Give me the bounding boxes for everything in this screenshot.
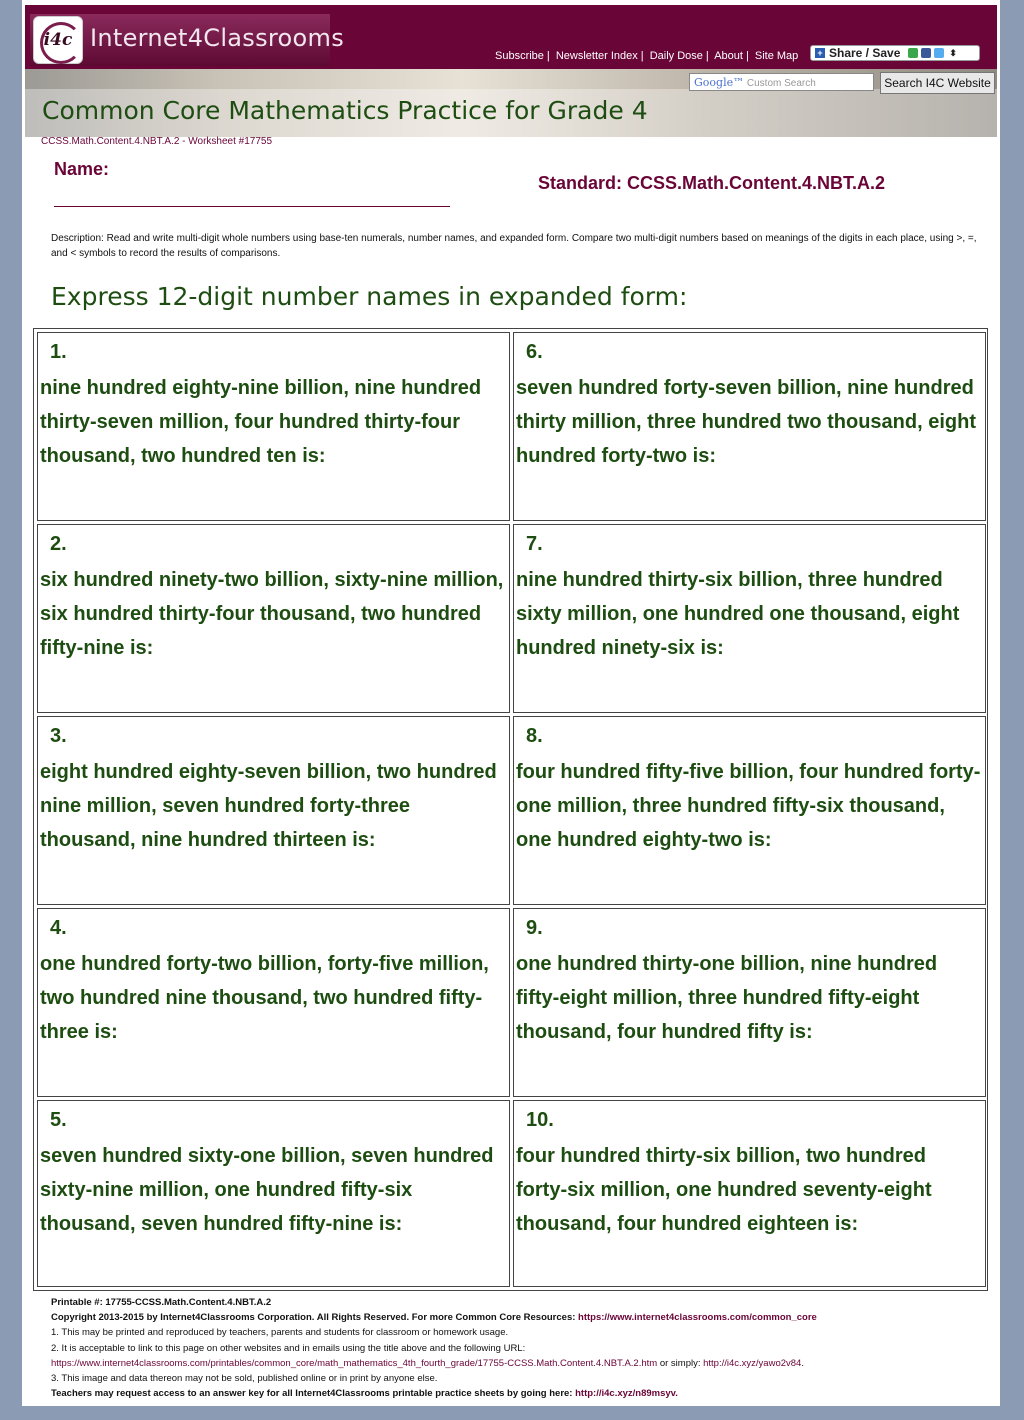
google-logo: Google™ <box>694 76 745 89</box>
top-nav: Subscribe | Newsletter Index | Daily Dose | About | Site Map <box>495 50 799 62</box>
nav-daily-dose[interactable]: Daily Dose <box>649 50 703 62</box>
answer-key-link[interactable]: http://i4c.xyz/n89msyv. <box>575 1388 678 1400</box>
logo-badge-text: i4c <box>43 30 73 50</box>
problem-text: eight hundred eighty-seven billion, two hundred nine million, seven hundred forty-three thousand, nine hundred thirteen is: <box>40 761 497 851</box>
printable-number: Printable #: 17755-CCSS.Math.Content.4.NBT.A.2 <box>51 1297 272 1308</box>
problem-number: 5. <box>50 1109 67 1131</box>
logo-badge <box>33 16 83 64</box>
problem-text: one hundred forty-two billion, forty-five million, two hundred nine thousand, two hundred fifty-three is: <box>40 953 489 1043</box>
share-label: Share / Save <box>829 46 901 60</box>
answer-key-text: Teachers may request access to an answer key for all Internet4Classrooms printable practice sheets by going here: <box>51 1388 573 1400</box>
problem-text: nine hundred thirty-six billion, three hundred sixty million, one hundred one thousand, eight hundred ninety-six is: <box>516 569 960 659</box>
email-share-icon <box>908 48 918 58</box>
answer-key-line <box>51 1386 991 1401</box>
worksheet-id: CCSS.Math.Content.4.NBT.A.2 - Worksheet #17755 <box>41 136 273 147</box>
problem-cell <box>37 332 510 521</box>
share-save-button[interactable] <box>810 45 980 61</box>
name-label: Name: <box>54 159 110 179</box>
url-line: https://www.internet4classrooms.com/printables/common_core/math_mathematics_4th_fourth_grade/17755-CCSS.Math.Content.4.NBT.A.2.htm or simply: http://i4c.xyz/yawo2v84. <box>51 1357 804 1369</box>
page-title: Common Core Mathematics Practice for Grade 4 <box>42 96 648 125</box>
footer <box>51 1295 991 1401</box>
problem-number: 8. <box>526 725 543 747</box>
problem-cell <box>37 908 510 1097</box>
problem-number: 3. <box>50 725 67 747</box>
search-button[interactable]: Search I4C Website <box>880 72 995 94</box>
problem-number: 10. <box>526 1109 554 1131</box>
nav-about[interactable]: About <box>714 50 743 62</box>
problem-text: seven hundred sixty-one billion, seven hundred sixty-nine million, one hundred fifty-six thousand, seven hundred fifty-nine is: <box>40 1145 494 1235</box>
usage-line-2: 2. It is acceptable to link to this page on other websites and in emails using the title above and the following URL: <box>51 1342 526 1354</box>
problem-text: nine hundred eighty-nine billion, nine hundred thirty-seven million, four hundred thirty-four thousand, two hundred ten is: <box>40 377 482 467</box>
name-line <box>54 206 450 207</box>
chevron-updown-icon: ⬍ <box>949 47 957 58</box>
instructions: Express 12-digit number names in expanded form: <box>51 282 688 311</box>
problem-cell <box>513 1100 986 1287</box>
worksheet-url-link[interactable]: https://www.internet4classrooms.com/printables/common_core/math_mathematics_4th_fourth_grade/17755-CCSS.Math.Content.4.NBT.A.2.htm <box>51 1357 658 1369</box>
logo-ring-icon <box>40 22 82 64</box>
problem-number: 2. <box>50 533 67 555</box>
problem-text: one hundred thirty-one billion, nine hundred fifty-eight million, three hundred fifty-eight thousand, four hundred fifty is: <box>516 953 938 1043</box>
problem-text: six hundred ninety-two billion, sixty-nine million, six hundred thirty-four thousand, two hundred fifty-nine is: <box>40 569 504 659</box>
problem-text: four hundred thirty-six billion, two hundred forty-six million, one hundred seventy-eight thousand, four hundred eighteen is: <box>516 1145 932 1235</box>
nav-site-map[interactable]: Site Map <box>754 50 799 62</box>
site-header <box>25 5 997 69</box>
problem-cell <box>37 524 510 713</box>
usage-line-3: 3. This image and data thereon may not be sold, published online or in print by anyone else. <box>51 1373 438 1385</box>
problem-number: 9. <box>526 917 543 939</box>
problem-number: 6. <box>526 341 543 363</box>
share-plus-icon: + <box>815 48 825 58</box>
worksheet-page <box>22 0 1000 1406</box>
nav-newsletter-index[interactable]: Newsletter Index <box>555 50 638 62</box>
problem-cell <box>513 716 986 905</box>
nav-subscribe[interactable]: Subscribe <box>495 50 544 62</box>
short-url-link[interactable]: http://i4c.xyz/yawo2v84 <box>703 1357 802 1369</box>
common-core-link[interactable]: https://www.internet4classrooms.com/common_core <box>578 1312 817 1324</box>
problem-number: 7. <box>526 533 543 555</box>
search-input[interactable] <box>689 73 874 91</box>
problem-cell <box>513 908 986 1097</box>
problem-grid <box>33 328 988 1291</box>
copyright-text: Copyright 2013-2015 by Internet4Classrooms Corporation. All Rights Reserved. For more Common Core Resources: <box>51 1312 576 1324</box>
twitter-icon <box>934 48 944 58</box>
problem-text: seven hundred forty-seven billion, nine hundred thirty million, three hundred two thousand, eight hundred forty-two is: <box>516 377 976 467</box>
standard-label: Standard: CCSS.Math.Content.4.NBT.A.2 <box>538 173 886 193</box>
problem-number: 4. <box>50 917 67 939</box>
problem-cell <box>37 716 510 905</box>
logo-text: Internet4Classrooms <box>90 24 344 52</box>
facebook-icon <box>921 48 931 58</box>
description: Description: Read and write multi-digit whole numbers using base-ten numerals, number names, and expanded form. Compare two multi-digit numbers based on meanings of the digits in each place, using >, =, and < symbols to record the results of comparisons. <box>51 233 977 259</box>
problem-cell <box>37 1100 510 1287</box>
copyright <box>51 1310 991 1325</box>
usage-line-1: 1. This may be printed and reproduced by teachers, parents and students for classroom or homework usage. <box>51 1327 509 1339</box>
problem-cell <box>513 332 986 521</box>
problem-text: four hundred fifty-five billion, four hundred forty-one million, three hundred fifty-six thousand, one hundred eighty-two is: <box>516 761 981 851</box>
search-placeholder: Custom Search <box>746 78 816 89</box>
problem-cell <box>513 524 986 713</box>
or-simply-text: or simply: <box>657 1357 704 1369</box>
site-logo[interactable] <box>30 14 344 66</box>
problem-number: 1. <box>50 341 67 363</box>
